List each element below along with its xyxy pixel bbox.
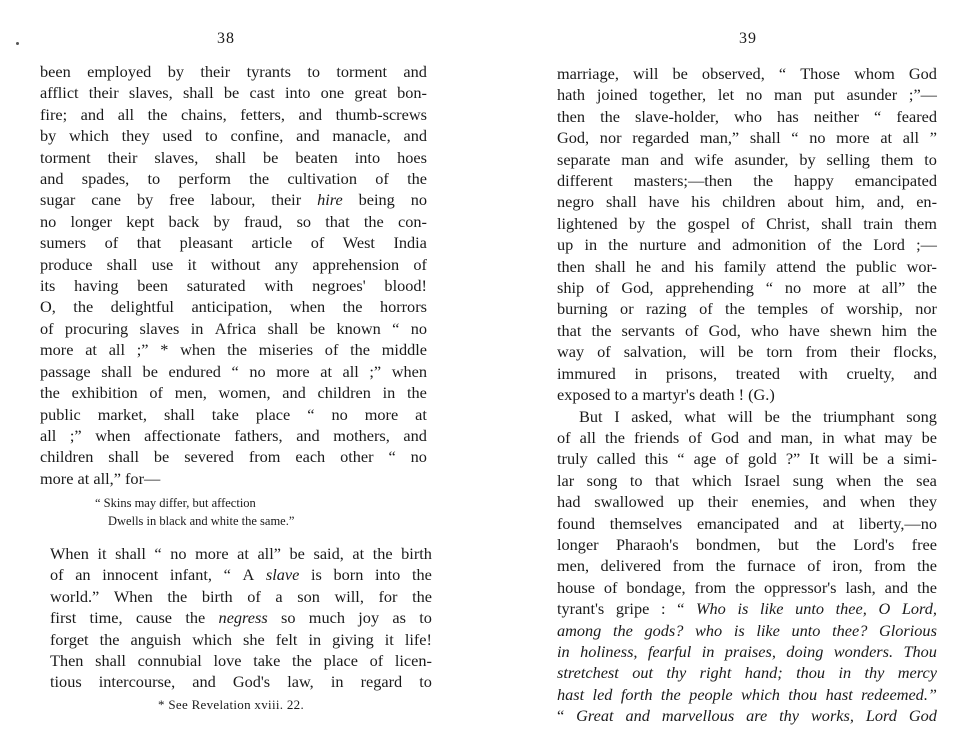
text-line: truly called this “ age of gold ?” It will be a simi- [557, 449, 937, 469]
text-line: more at all,” for— [40, 468, 161, 488]
text-line: no longer kept back by fraud, so that the con- [40, 211, 427, 231]
text-line: in holiness, fearful in praises, doing wonders. Thou [557, 641, 937, 661]
text-line: Then shall connubial love take the place of licen- [50, 651, 432, 671]
text-line: When it shall “ no more at all” be said, at the birth [50, 544, 432, 563]
text-line: by which they used to confine, and manacle, and [40, 126, 427, 146]
text-line: But I asked, what will be the triumphant song [579, 406, 937, 426]
text-line: its having been saturated with negroes' blood! [40, 276, 427, 296]
text-line: hast led forth the people which thou hast redeemed.” [557, 684, 937, 704]
text-line: of all the friends of God and man, in what may be [557, 427, 937, 447]
text-line: lightened by the gospel of Christ, shall train them [557, 213, 937, 233]
text-line: children shall be severed from each other “ no [40, 447, 427, 467]
text-line: tious intercourse, and God's law, in regard to [50, 672, 432, 692]
verse-quote [95, 494, 294, 530]
text-line: sumers of that pleasant article of West India [40, 233, 427, 253]
text-line: the exhibition of men, women, and children in the [40, 383, 427, 403]
text-line: been employed by their tyrants to torment and [40, 62, 427, 81]
text-line: tyrant's gripe : “ Who is like unto thee, O Lord, [557, 599, 937, 619]
text-line: stretchest out thy right hand; thou in thy mercy [557, 663, 937, 683]
text-line: among the gods? who is like unto thee? Glorious [557, 620, 937, 640]
verse-line: “ Skins may differ, but affection [95, 496, 256, 510]
page-body-text [50, 543, 432, 693]
text-line: burning or razing of the temples of worship, nor [557, 299, 937, 319]
text-line: fire; and all the chains, fetters, and thumb-screws [40, 104, 427, 124]
text-line: world.” When the birth of a son will, for the [50, 586, 432, 606]
text-line: of an innocent infant, “ A slave is born into the [50, 565, 432, 585]
text-line: immured in prisons, treated with cruelty, and [557, 363, 937, 383]
text-line: that the servants of God, who have shewn him the [557, 320, 937, 340]
text-line: all ;” when affectionate fathers, and mothers, and [40, 425, 427, 445]
text-line: way of salvation, will be torn from their flocks, [557, 342, 937, 362]
text-line: first time, cause the negress so much joy as to [50, 608, 432, 628]
page-body-text [557, 63, 937, 727]
text-line: “ Great and marvellous are thy works, Lord God [557, 706, 937, 726]
text-line: longer Pharaoh's bondmen, but the Lord's free [557, 534, 937, 554]
text-line: found themselves emancipated and at liberty,—no [557, 513, 937, 533]
text-line: ship of God, apprehending “ no more at all” the [557, 278, 937, 298]
page-number: 39 [739, 30, 757, 47]
text-line: exposed to a martyr's death ! (G.) [557, 385, 775, 405]
text-line: had swallowed up their enemies, and when they [557, 492, 937, 512]
text-line: different masters;—then the happy emancipated [557, 171, 937, 191]
text-line: more at all ;” * when the miseries of the middle [40, 340, 427, 360]
text-line: men, delivered from the furnace of iron, from the [557, 556, 937, 576]
text-line: afflict their slaves, shall be cast into one great bon- [40, 83, 427, 103]
text-line: public market, shall take place “ no more at [40, 404, 427, 424]
right-page [490, 0, 980, 747]
text-line: up in the nurture and admonition of the Lord ;— [557, 235, 937, 255]
footnote: * See Revelation xviii. 22. [158, 697, 305, 712]
text-line: house of bondage, from the oppressor's lash, and the [557, 577, 937, 597]
verse-line: Dwells in black and white the same.” [108, 514, 295, 528]
text-line: O, the delightful anticipation, when the horrors [40, 297, 427, 317]
page-body-text [40, 61, 427, 489]
text-line: God, nor regarded man,” shall “ no more at all ” [557, 128, 937, 148]
text-line: sugar cane by free labour, their hire being no [40, 190, 427, 210]
text-line: hath joined together, let no man put asunder ;”— [557, 85, 937, 105]
text-line: then the slave-holder, who has neither “ feared [557, 106, 937, 126]
text-line: negro shall have his children about him, and, en- [557, 192, 937, 212]
page-number: 38 [217, 30, 235, 47]
text-line: separate man and wife asunder, by selling them to [557, 149, 937, 169]
text-line: and spades, to perform the cultivation of the [40, 169, 427, 189]
text-line: forget the anguish which she felt in giving it life! [50, 629, 432, 649]
text-line: produce shall use it without any apprehension of [40, 254, 427, 274]
text-line: marriage, will be observed, “ Those whom God [557, 64, 937, 83]
text-line: torment their slaves, shall be beaten into hoes [40, 147, 427, 167]
text-line: of procuring slaves in Africa shall be known “ no [40, 318, 427, 338]
text-line: lar song to that which Israel sung when the sea [557, 470, 937, 490]
text-line: passage shall be endured “ no more at all ;” when [40, 361, 427, 381]
text-line: then shall he and his family attend the public wor- [557, 256, 937, 276]
